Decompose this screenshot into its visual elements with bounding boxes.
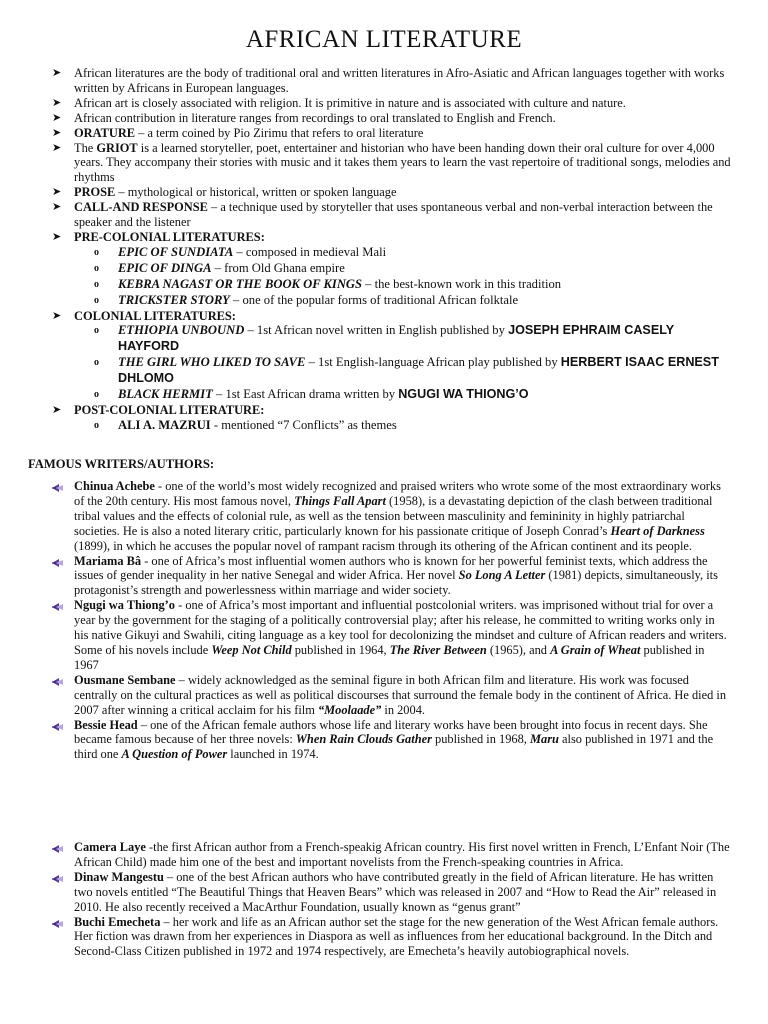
sub-list-item [48,355,738,387]
author-entry [52,870,732,915]
overview-list [48,66,738,434]
author-name: Camera Laye [74,840,146,854]
arrow-bullet-icon: ➤ [52,126,62,139]
author-name: HERBERT ISAAC ERNEST DHLOMO [118,355,719,386]
intro-list [48,66,738,230]
arrow-bullet-icon: ➤ [52,141,62,154]
item-text: African contribution in literature ranges from recordings to oral translated to English and French. [74,110,556,125]
item-term: PROSE [74,185,116,200]
author-text: - one of the world’s most widely recognized and praised writers who wrote some of the most extraordinary works of the 20th century. His most famous novel, [74,479,721,508]
author-text: launched in 1974. [227,747,319,762]
item-text: – the best-known work in this tradition [362,276,562,291]
work-title: So Long A Letter [458,568,546,583]
colonial-list [48,323,738,403]
author-text: -the first African author from a French-speakig African country. His first novel written in French, L’Enfant Noir (The African Child) made him one of the best and important novelists from the French-speaking countries in Africa. [74,840,730,869]
author-text: (1981) depicts, simultaneously, its protagonist’s strength and powerlessness within marriage and wider society. [74,568,718,598]
item-text: African art is closely associated with religion. It is primitive in nature and is associated with culture and nature. [74,95,626,110]
sub-list-item [48,387,738,403]
item-text: – a term coined by Pio Zirimu that refers to oral literature [135,125,424,140]
item-text: – 1st African novel written in English published by [244,323,509,338]
circle-bullet-icon: o [94,262,99,274]
author-text: – widely acknowledged as the seminal figure in both African film and literature. His work was focused centrally on the cultural practices as well as political discourses that surround the female body in the continent of Africa. He died in 2007 after winning a critical acclaim for his film [74,672,727,717]
arrow-bullet-icon: ➤ [52,67,62,79]
pushpin-bullet-icon [52,918,64,928]
work-title: THE GIRL WHO LIKED TO SAVE [118,355,306,370]
pushpin-bullet-icon [52,721,64,731]
precolonial-list [48,245,738,309]
item-text: African literatures are the body of traditional oral and written literatures in Afro-Asiatic and African languages together with works written by Africans in European languages. [74,66,725,95]
author-name: Bessie Head [74,717,138,732]
work-title: ETHIOPIA UNBOUND [118,323,245,338]
item-text: – one of the popular forms of traditional African folktale [229,292,519,307]
author-entry [52,915,732,960]
author-text: (1965), and [486,642,551,657]
pushpin-bullet-icon [52,557,64,567]
author-text: published in 1964, [291,642,390,657]
writers-heading: FAMOUS WRITERS/AUTHORS: [28,457,215,471]
circle-bullet-icon: o [94,357,99,369]
work-title: EPIC OF SUNDIATA [118,244,234,259]
work-title: Maru [530,732,559,747]
author-name: Ngugi wa Thiong’o [74,598,175,613]
work-title: The River Between [389,642,487,657]
author-text: – one of the African female authors whose life and literary works have been brought into focus in recent days. She became famous because of her three novels: [74,717,708,747]
item-text: – a technique used by storyteller that uses spontaneous verbal and non-verbal interaction between the speaker and the listener [74,200,713,230]
item-term: CALL-AND RESPONSE [74,200,208,215]
intro-item [48,66,738,96]
author-name: Buchi Emecheta [74,914,161,929]
postcolonial-heading: ➤ POST-COLONIAL LITERATURE: [52,402,265,417]
intro-item [48,96,738,111]
arrow-bullet-icon: ➤ [52,403,62,416]
intro-item [48,200,738,230]
circle-bullet-icon: o [94,389,99,401]
authors-list-a [52,479,732,762]
pushpin-bullet-icon [52,601,64,611]
author-name: Mariama Bâ [74,553,142,568]
work-title: “Moolaade” [317,702,382,717]
author-text: (1958), is a devastating depiction of the clash between traditional tribal values and the effects of colonial rule, as well as the tension between masculinity and femininity in highly patriarchal societies. He is also a noted literary critic, particularly known for his passionate critique of Joseph Conrad’s [74,493,713,538]
pushpin-bullet-icon [52,873,64,883]
item-text: – from Old Ghana empire [211,260,345,275]
circle-bullet-icon: o [94,246,99,258]
item-text: The [74,140,97,155]
arrow-bullet-icon: ➤ [52,230,62,243]
intro-item [48,185,738,200]
arrow-bullet-icon: ➤ [52,96,62,109]
item-text: – composed in medieval Mali [233,244,387,259]
circle-bullet-icon: o [94,278,99,290]
author-entry [52,673,732,718]
page-title: AFRICAN LITERATURE [245,26,523,53]
author-text: - one of Africa’s most influential women authors who is known for her powerful feminist texts, which address the issues of gender inequality in her native Senegal and wider Africa. Her novel [74,553,708,583]
author-name: Chinua Achebe [74,479,155,493]
pushpin-bullet-icon [52,482,64,492]
colonial-heading: ➤ COLONIAL LITERATURES: [52,308,236,323]
intro-item [48,126,738,141]
item-text: – mythological or historical, written or spoken language [115,185,397,200]
author-text: published in 1968, [431,732,530,747]
work-title: TRICKSTER STORY [118,292,230,307]
author-entry [52,718,732,763]
author-text: in 2004. [381,702,425,717]
work-title: A Grain of Wheat [550,642,641,657]
sub-list-item [48,418,738,434]
author-entry [52,598,732,673]
arrow-bullet-icon: ➤ [52,186,62,199]
author-entry [52,840,732,870]
item-text: - mentioned “7 Conflicts” as themes [210,417,397,432]
pushpin-bullet-icon [52,676,64,686]
pushpin-bullet-icon [52,843,64,853]
work-title: When Rain Clouds Gather [295,732,432,747]
author-name: Dinaw Mangestu [74,869,164,884]
author-name: Ousmane Sembane [74,672,176,687]
author-text: published in 1967 [74,642,705,672]
work-title: BLACK HERMIT [118,387,213,402]
work-title: Weep Not Child [211,642,292,657]
author-text: also published in 1971 and the third one [74,732,714,762]
work-title: A Question of Power [121,747,228,762]
item-text: – 1st East African drama written by [212,387,399,402]
postcolonial-list [48,418,738,434]
work-title: Heart of Darkness [610,523,705,538]
authors-list-b [52,840,732,959]
intro-item [48,111,738,126]
circle-bullet-icon: o [94,294,99,306]
arrow-bullet-icon: ➤ [52,111,62,124]
author-name: ALI A. MAZRUI [118,417,211,432]
precolonial-heading: ➤ PRE-COLONIAL LITERATURES: [52,229,265,244]
sub-list-item [48,261,738,277]
author-name: JOSEPH EPHRAIM CASELY HAYFORD [118,323,674,354]
author-entry [52,479,732,554]
item-text: – 1st English-language African play published by [305,355,561,370]
sub-list-item [48,277,738,293]
author-text: (1899), in which he accuses the popular novel of rampant racism through its othering of the African continent and its people. [74,538,692,553]
circle-bullet-icon: o [94,325,99,337]
author-entry [52,554,732,599]
circle-bullet-icon: o [94,419,99,431]
item-text: is a learned storyteller, poet, entertainer and historian who have been handing down their oral culture for over 4,000 years. They accompany their stories with music and it takes them years to learn the vast repertoire of traditional songs, melodies and rhythms [74,140,731,185]
author-text: – one of the best African authors who have contributed greatly in the field of African literature. He has written two novels entitled “The Beautiful Things that Heaven Bears” which was released in 2007 and “How to Read the Air” released in 2010. He also recently received a MacArthur Foundation, usually known as “genus grant” [74,869,717,914]
sub-list-item [48,323,738,355]
work-title: Things Fall Apart [294,493,386,508]
item-term: ORATURE [74,125,136,140]
sub-list-item [48,293,738,309]
work-title: EPIC OF DINGA [118,260,212,275]
arrow-bullet-icon: ➤ [52,309,62,322]
work-title: KEBRA NAGAST OR THE BOOK OF KINGS [118,276,363,291]
author-text: - one of Africa’s most important and influential postcolonial writers. was imprisoned without trial for over a year by the government for the staging of a politically controversial play; after his release, he committed to writing works only in his native Gikuyi and Swahili, citing language as a key tool for decolonizing the mindset and culture of African readers and writers. Some of his novels include [74,598,727,657]
author-name: NGUGI WA THIONG’O [398,387,529,402]
sub-list-item [48,245,738,261]
arrow-bullet-icon: ➤ [52,201,62,214]
intro-item [48,141,738,186]
item-term: GRIOT [96,140,138,155]
author-text: – her work and life as an African author set the stage for the new generation of the West African female authors. Her fiction was drawn from her experiences in Diaspora as well as influences from her educational background. In the Ditch and Second-Class Citizen published in 1972 and 1974 respectively, are Emecheta’s heavily autobiographical novels. [74,914,719,959]
